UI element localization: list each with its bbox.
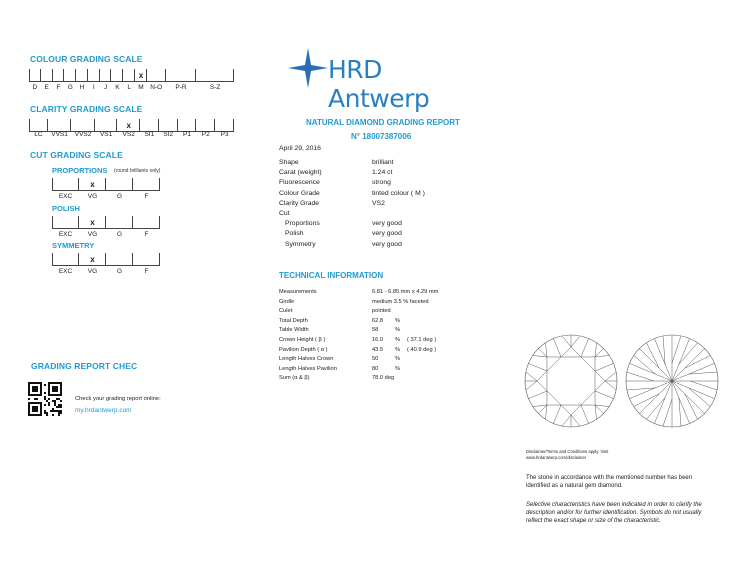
clarity-scale-tick (158, 119, 159, 131)
technical-row-label: Girdle (279, 298, 295, 305)
technical-row-unit: % (395, 317, 401, 324)
clarity-scale-label: VS1 (99, 131, 113, 138)
report-row-label: Polish (285, 230, 304, 238)
symmetry-scale-label: F (144, 268, 149, 275)
report-row-label: Proportions (285, 220, 320, 228)
technical-row-value: 58 (372, 327, 379, 334)
symmetry-title: SYMMETRY (52, 241, 95, 250)
clarity-scale-label: VS2 (122, 131, 135, 138)
colour-scale-title: COLOUR GRADING SCALE (30, 54, 143, 64)
technical-row-unit: % (395, 337, 401, 343)
polish-scale-tick (78, 216, 79, 228)
symmetry-scale-tick (78, 253, 79, 265)
clarity-scale-label: P1 (182, 131, 191, 138)
clarity-scale-label: VVS1 (51, 131, 68, 138)
colour-scale-tick (87, 69, 88, 81)
technical-row-unit: % (395, 356, 401, 363)
technical-row-value: 43.5 (372, 346, 384, 353)
report-row-value: very good (372, 220, 402, 228)
report-date: April 29, 2016 (279, 145, 321, 152)
check-online-text: Check your grading report online: (75, 396, 161, 402)
colour-scale-tick (122, 69, 123, 81)
colour-scale-label: I (92, 84, 95, 91)
technical-row-label: Table Width (279, 327, 309, 334)
report-row-value: brilliant (372, 159, 394, 166)
logo-text: HRD Antwerp (328, 55, 430, 113)
proportions-title: PROPORTIONS (52, 166, 108, 175)
proportions-scale-label: EXC (58, 193, 73, 200)
colour-scale-label: M (138, 84, 144, 91)
technical-row-value: 6.81 - 6.85 mm x 4.29 mm (372, 289, 439, 295)
polish-scale-tick (105, 216, 106, 228)
colour-scale-label: F (56, 84, 61, 91)
clarity-scale-label: LC (34, 131, 43, 138)
report-row-label: Carat (weight) (279, 169, 322, 177)
report-row-label: Symmetry (285, 240, 316, 248)
technical-row-value: 80 (372, 365, 379, 372)
symmetry-scale-tick (132, 253, 133, 265)
colour-scale-bar (29, 69, 234, 82)
polish-scale-label: F (144, 231, 149, 238)
polish-scale-labels (52, 231, 160, 241)
technical-row-label: Sum (α & β) (279, 375, 310, 382)
technical-row-value: medium 3.5 % faceted (372, 298, 429, 305)
proportions-scale-selected-mark: x (90, 180, 95, 189)
colour-scale-label: N-O (150, 84, 163, 91)
clarity-scale-tick (29, 119, 30, 131)
colour-scale-tick (146, 69, 147, 81)
symmetry-scale-labels (52, 268, 160, 278)
colour-scale-tick (40, 69, 41, 81)
symmetry-scale-tick (52, 253, 53, 265)
clarity-scale-labels (29, 131, 234, 141)
colour-scale-label: J (103, 84, 108, 91)
clarity-scale-title: CLARITY GRADING SCALE (30, 104, 143, 114)
technical-row-label: Culet (279, 308, 293, 315)
report-row-label: Colour Grade (279, 189, 320, 197)
colour-scale-tick (63, 69, 64, 81)
proportions-scale-labels (52, 193, 160, 203)
clarity-scale-label: SI1 (144, 131, 155, 138)
proportions-scale-label: F (144, 193, 149, 200)
report-row-value: strong (372, 179, 391, 187)
technical-row-unit: % (395, 346, 401, 353)
technical-row-value: 78.0 deg (372, 375, 395, 382)
polish-scale-label: EXC (58, 231, 73, 238)
logo (288, 48, 488, 113)
report-row-value: tinted colour ( M ) (372, 189, 425, 197)
technical-row-value: 16.0 (372, 337, 384, 343)
report-row-label: Cut (279, 210, 290, 217)
colour-scale-tick (52, 69, 53, 81)
colour-scale-label: E (44, 84, 49, 91)
colour-scale-labels (29, 84, 234, 94)
polish-scale-label: VG (87, 231, 98, 238)
technical-row-label: Pavilion Depth ( α ) (279, 346, 328, 353)
clarity-scale-tick (94, 119, 95, 131)
qr-code-icon[interactable] (28, 382, 62, 416)
colour-scale-label: S-Z (209, 84, 221, 91)
proportions-scale-tick (159, 178, 160, 190)
colour-scale-tick (233, 69, 234, 81)
proportions-note: (round brilliants only) (114, 168, 161, 174)
proportions-scale-label: G (116, 193, 123, 200)
clarity-scale-tick (47, 119, 48, 131)
clarity-scale-tick (195, 119, 196, 131)
colour-scale-label: G (67, 84, 73, 91)
technical-row-label: Crown Height ( β ) (279, 337, 326, 343)
colour-scale-tick (75, 69, 76, 81)
polish-scale-tick (159, 216, 160, 228)
technical-row-label: Total Depth (279, 317, 308, 324)
technical-row-unit: % (395, 365, 401, 372)
symmetry-scale-label: VG (87, 268, 98, 275)
proportions-scale-tick (52, 178, 53, 190)
proportions-scale-label: VG (87, 193, 98, 200)
clarity-scale-label: P2 (201, 131, 210, 138)
technical-row-extra: ( 37.1 deg ) (407, 337, 437, 343)
symmetry-scale-label: EXC (58, 268, 73, 275)
technical-title: TECHNICAL INFORMATION (279, 271, 384, 280)
colour-scale-tick (195, 69, 196, 81)
colour-scale-selected-mark: x (138, 71, 144, 80)
symmetry-scale-bar (52, 253, 160, 266)
colour-scale-tick (165, 69, 166, 81)
proportions-scale-tick (78, 178, 79, 190)
technical-row-value: 50 (372, 356, 379, 363)
colour-scale-tick (29, 69, 30, 81)
report-row-value: VS2 (372, 199, 385, 207)
identification-text: The stone in accordance with the mentioned number has been identified as a natural gem diamond. (526, 475, 693, 489)
polish-title: POLISH (52, 204, 80, 213)
clarity-scale-label: SI2 (163, 131, 174, 138)
symmetry-scale-tick (159, 253, 160, 265)
proportions-scale-tick (132, 178, 133, 190)
pavilion-diagram (624, 333, 720, 429)
technical-row-value: pointed (372, 308, 391, 315)
report-row-label: Clarity Grade (279, 199, 320, 207)
report-title: NATURAL DIAMOND GRADING REPORT (306, 118, 460, 127)
proportions-scale-bar (52, 178, 160, 191)
check-url-link[interactable]: my.hrdantwerp.com (75, 407, 132, 414)
clarity-scale-label: P3 (220, 131, 229, 138)
disclaimer-line1: Disclaimer/Terms and Conditions apply. Visit (526, 449, 609, 454)
technical-row-label: Length Halves Pavilion (279, 365, 337, 372)
star-logo-icon (288, 48, 328, 88)
technical-row-label: Length Halves Crown (279, 356, 334, 363)
polish-scale-label: G (116, 231, 123, 238)
proportions-scale-tick (105, 178, 106, 190)
symmetry-scale-tick (105, 253, 106, 265)
colour-scale-tick (110, 69, 111, 81)
colour-scale-label: H (79, 84, 85, 91)
colour-scale-label: K (115, 84, 120, 91)
clarity-scale-selected-mark: x (126, 121, 131, 130)
selective-characteristics-text: Selective characteristics have been indicated in order to clarify the description and/or for further identification. Symbols do not usually reflect the exact shape or size of the characteristic. (526, 502, 702, 524)
report-number: N° 18007387006 (351, 132, 412, 141)
crown-diagram (523, 333, 619, 429)
report-row-value: very good (372, 240, 402, 248)
technical-row-value: 62.8 (372, 317, 384, 324)
clarity-scale-tick (116, 119, 117, 131)
disclaimer-link[interactable]: www.hrdantwerp.com/disclaimer (526, 455, 587, 460)
report-row-label: Shape (279, 159, 299, 166)
colour-scale-tick (134, 69, 135, 81)
polish-scale-tick (132, 216, 133, 228)
clarity-scale-tick (70, 119, 71, 131)
symmetry-scale-label: G (116, 268, 123, 275)
report-row-value: very good (372, 230, 402, 238)
symmetry-scale-selected-mark: x (90, 255, 95, 264)
clarity-scale-tick (139, 119, 140, 131)
colour-scale-label: D (32, 84, 38, 91)
technical-row-extra: ( 40.9 deg ) (407, 346, 437, 353)
polish-scale-bar (52, 216, 160, 229)
grading-report-check-title: GRADING REPORT CHEC (31, 361, 138, 371)
polish-scale-tick (52, 216, 53, 228)
report-row-value: 1.24 ct (372, 169, 393, 177)
technical-row-unit: % (395, 327, 401, 334)
clarity-scale-tick (233, 119, 234, 131)
report-row-label: Fluorescence (279, 179, 320, 187)
colour-scale-label: P-R (175, 84, 187, 91)
colour-scale-label: L (127, 84, 131, 91)
technical-row-label: Measurements (279, 289, 317, 295)
clarity-scale-label: VVS2 (74, 131, 92, 138)
polish-scale-selected-mark: x (90, 218, 95, 227)
clarity-scale-tick (214, 119, 215, 131)
colour-scale-tick (99, 69, 100, 81)
cut-scale-title: CUT GRADING SCALE (30, 150, 123, 160)
clarity-scale-tick (177, 119, 178, 131)
